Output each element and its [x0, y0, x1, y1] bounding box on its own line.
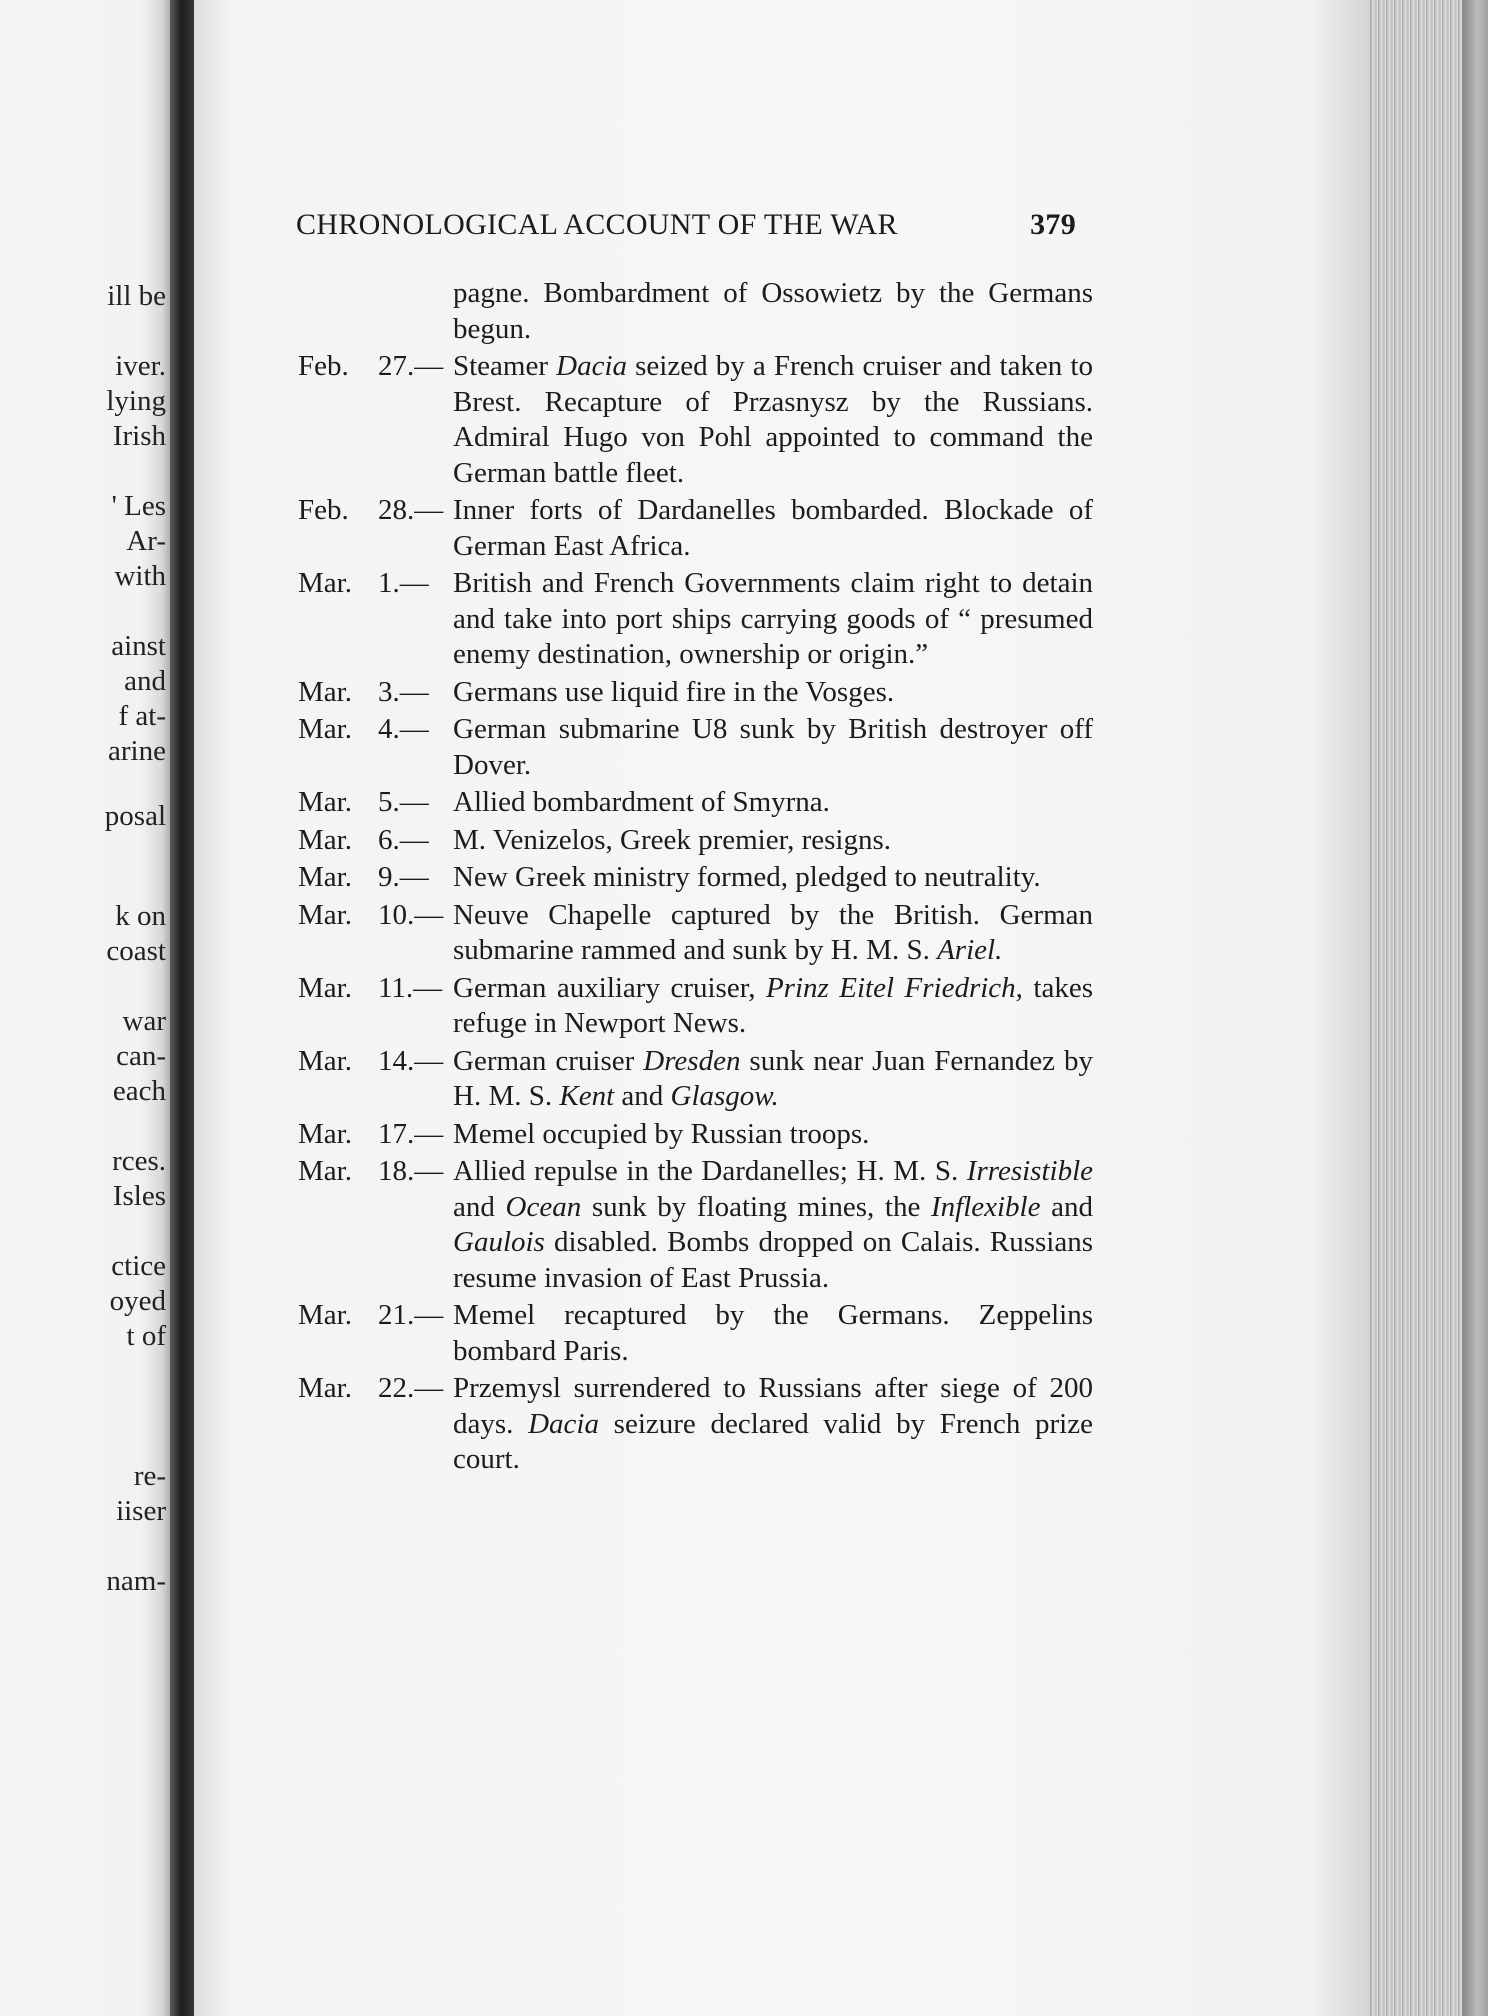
- entry-day: 6.—: [378, 823, 429, 856]
- left-page-fragment: ' Les: [111, 490, 166, 522]
- entry-text-run: German auxiliary cruiser,: [453, 971, 766, 1004]
- entry-text-run: sunk near Juan Fernandez by H. M. S.: [453, 1044, 1093, 1112]
- entry-text-italic: Dresden: [643, 1044, 741, 1077]
- entry-text: [453, 823, 1093, 859]
- entry-text-run: German cruiser: [453, 1044, 644, 1077]
- entry-day: 4.—: [378, 713, 429, 745]
- entry-day: 17.—: [378, 1117, 444, 1150]
- entry-date: [298, 1154, 453, 1296]
- left-page-fragment: k on: [115, 900, 166, 932]
- entry-text-italic: Glasgow.: [670, 1080, 779, 1112]
- chronology-entry: [298, 1044, 1093, 1115]
- entry-month: Mar.: [298, 675, 352, 708]
- entry-day: 14.—: [378, 1044, 444, 1077]
- left-page-fragment: ainst: [111, 630, 166, 662]
- left-page-fragment: iver.: [115, 350, 166, 382]
- entry-date: [298, 1044, 453, 1115]
- left-page-fragment: rces.: [112, 1145, 166, 1177]
- chronology-entry: [298, 1298, 1093, 1369]
- entry-text-run: takes refuge in Newport News.: [453, 971, 1093, 1039]
- entry-text: [453, 712, 1093, 783]
- entry-text-run: sunk by floating mines, the: [581, 1190, 931, 1223]
- entry-day: 28.—: [378, 494, 444, 526]
- page-number: 379: [1030, 208, 1076, 241]
- entry-text: [453, 1154, 1093, 1296]
- entry-text-run: Allied bombardment of Smyrna.: [453, 786, 830, 818]
- left-page-fragment: Ar-: [126, 525, 166, 557]
- entry-text-italic: Prinz Eitel Friedrich,: [765, 971, 1023, 1004]
- left-page-fragment: each: [112, 1075, 166, 1107]
- entry-month: Mar.: [298, 713, 352, 745]
- entry-text: [453, 898, 1093, 969]
- entry-text-italic: Irresistible: [966, 1155, 1093, 1187]
- entry-text: [453, 1371, 1093, 1478]
- entry-text: [298, 276, 1093, 347]
- entry-text-run: M. Venizelos, Greek premier, resigns.: [453, 823, 892, 856]
- entry-text: [453, 1298, 1093, 1369]
- entry-text-run: Inner forts of Dardanelles bombarded. Blockade of German East Africa.: [453, 494, 1093, 562]
- left-page-fragment: war: [122, 1005, 166, 1037]
- entry-text-run: German submarine U8 sunk by British destroyer off Dover.: [453, 713, 1093, 781]
- chronology-entry: [298, 860, 1093, 896]
- entry-date: [298, 860, 453, 896]
- entry-day: 22.—: [378, 1372, 444, 1404]
- entry-text-italic: Ocean: [505, 1190, 582, 1223]
- entry-text-run: and: [1040, 1190, 1094, 1223]
- left-page-fragment: ctice: [111, 1250, 166, 1282]
- entry-month: Mar.: [298, 898, 352, 931]
- running-head-title: CHRONOLOGICAL ACCOUNT OF THE WAR: [296, 208, 898, 241]
- left-page-fragment: nam-: [106, 1565, 166, 1597]
- chronology-entry: [298, 349, 1093, 491]
- entry-date: [298, 566, 453, 673]
- entry-text-run: disabled. Bombs dropped on Calais. Russians resume invasion of East Prussia.: [453, 1226, 1093, 1294]
- entry-month: Mar.: [298, 786, 352, 818]
- left-page-fragment: Irish: [112, 420, 166, 452]
- entry-text-italic: Gaulois: [453, 1226, 545, 1258]
- entry-text-run: Steamer: [453, 350, 557, 382]
- entry-day: 10.—: [378, 898, 444, 931]
- entry-text-run: Memel recaptured by the Germans. Zeppelins bombard Paris.: [453, 1299, 1093, 1367]
- left-page-fragment: oyed: [109, 1285, 166, 1317]
- entry-month: Mar.: [298, 1372, 352, 1404]
- entry-month: Mar.: [298, 1155, 352, 1187]
- entry-month: Mar.: [298, 567, 352, 599]
- chronology-entry: [298, 276, 1093, 347]
- chronology-entry: [298, 675, 1093, 711]
- entry-text-run: pagne. Bombardment of Ossowietz by the Germans begun.: [453, 277, 1093, 345]
- entry-date: [298, 898, 453, 969]
- left-page-fragment: lying: [106, 385, 166, 417]
- entry-text-italic: Kent: [559, 1080, 615, 1112]
- entry-text: [453, 785, 1093, 821]
- entry-month: Mar.: [298, 861, 352, 893]
- entry-text: [453, 1117, 1093, 1153]
- entry-text-run: Przemysl surrendered to Russians after siege of 200 days.: [453, 1372, 1093, 1440]
- entry-text: [453, 1044, 1093, 1115]
- entry-month: Feb.: [298, 494, 349, 526]
- entry-text-run: Germans use liquid fire in the Vosges.: [453, 675, 895, 708]
- entry-text-run: seizure declared valid by French prize court.: [453, 1407, 1093, 1475]
- left-page-fragment: iiser: [116, 1495, 166, 1527]
- entry-text: [453, 860, 1093, 896]
- left-page-fragment: ill be: [107, 280, 166, 312]
- chronology-entry: [298, 1117, 1093, 1153]
- chronology-entries: [298, 276, 1093, 1480]
- left-page-fragment: with: [114, 560, 166, 592]
- entry-date: [298, 823, 453, 859]
- entry-date: [298, 675, 453, 711]
- entry-text-run: and: [453, 1190, 506, 1223]
- left-page-edge: [0, 0, 172, 2016]
- entry-date: [298, 349, 453, 491]
- entry-date: [298, 971, 453, 1042]
- running-head: [296, 208, 1076, 242]
- chronology-entry: [298, 823, 1093, 859]
- entry-month: Mar.: [298, 1299, 352, 1331]
- chronology-entry: [298, 712, 1093, 783]
- entry-day: 11.—: [378, 971, 443, 1004]
- chronology-entry: [298, 566, 1093, 673]
- entry-text-run: Allied repulse in the Dardanelles; H. M. S.: [453, 1155, 967, 1187]
- entry-text-run: Neuve Chapelle captured by the British. German submarine rammed and sunk by H. M. S.: [453, 898, 1093, 966]
- entry-date: [298, 712, 453, 783]
- entry-date: [298, 1117, 453, 1153]
- left-page-fragment: re-: [133, 1460, 166, 1492]
- chronology-entry: [298, 1154, 1093, 1296]
- chronology-entry: [298, 971, 1093, 1042]
- entry-text-run: Memel occupied by Russian troops.: [453, 1117, 870, 1150]
- entry-text-run: New Greek ministry formed, pledged to neutrality.: [453, 861, 1041, 893]
- entry-month: Mar.: [298, 1117, 352, 1150]
- entry-day: 18.—: [378, 1155, 444, 1187]
- entry-month: Feb.: [298, 350, 349, 382]
- chronology-entry: [298, 785, 1093, 821]
- left-page-fragment: posal: [104, 800, 166, 832]
- entry-text-run: seized by a French cruiser and taken to Brest. Recapture of Przasnysz by the Russians. Admiral Hugo von Pohl appointed to command the German battle fleet.: [453, 350, 1093, 489]
- entry-day: 5.—: [378, 786, 429, 818]
- entry-text: [453, 971, 1093, 1042]
- entry-text-run: British and French Governments claim right to detain and take into port ships carrying goods of “ presumed enemy destination, ownership or origin.”: [453, 567, 1093, 670]
- chronology-entry: [298, 898, 1093, 969]
- entry-date: [298, 785, 453, 821]
- entry-text: [453, 349, 1093, 491]
- left-page-fragment: coast: [106, 935, 166, 967]
- entry-day: 3.—: [378, 675, 429, 708]
- entry-text: [453, 566, 1093, 673]
- left-page-fragment: f at-: [118, 700, 166, 732]
- chronology-entry: [298, 493, 1093, 564]
- left-page-fragment: and: [124, 665, 166, 697]
- entry-day: 1.—: [378, 567, 429, 599]
- entry-text-run: and: [614, 1080, 671, 1112]
- entry-day: 27.—: [378, 350, 444, 382]
- left-page-fragment: t of: [126, 1320, 166, 1352]
- entry-text-italic: Dacia: [556, 350, 628, 382]
- entry-day: 9.—: [378, 861, 429, 893]
- left-page-fragment: Isles: [112, 1180, 166, 1212]
- entry-text-italic: Ariel.: [937, 934, 1003, 966]
- left-page-fragment: arine: [108, 735, 166, 767]
- entry-date: [298, 493, 453, 564]
- page-stack-edge: [1370, 0, 1488, 2016]
- entry-text-italic: Dacia: [528, 1407, 599, 1440]
- book-gutter: [170, 0, 196, 2016]
- entry-text: [453, 493, 1093, 564]
- entry-month: Mar.: [298, 1044, 352, 1077]
- entry-day: 21.—: [378, 1299, 444, 1331]
- entry-text-italic: Inflexible: [930, 1190, 1041, 1223]
- entry-month: Mar.: [298, 823, 352, 856]
- left-page-fragment: can-: [116, 1040, 166, 1072]
- entry-text: [453, 675, 1093, 711]
- entry-month: Mar.: [298, 971, 352, 1004]
- entry-date: [298, 1298, 453, 1369]
- chronology-entry: [298, 1371, 1093, 1478]
- entry-date: [298, 1371, 453, 1478]
